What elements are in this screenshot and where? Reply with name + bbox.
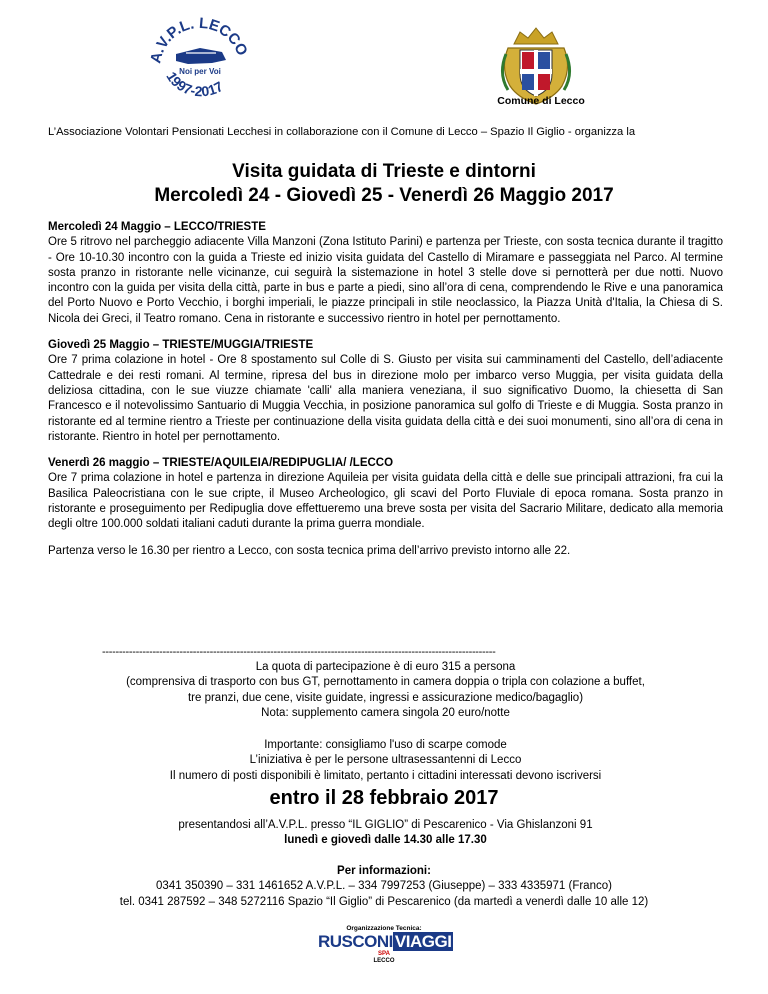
title-line-2: Mercoledì 24 - Giovedì 25 - Venerdì 26 Maggio 2017 [154, 185, 614, 206]
registration-line-2: lunedì e giovedì dalle 14.30 alle 17.30 [284, 834, 487, 847]
info-line-1: 0341 350390 – 331 1461652 A.V.P.L. – 334 7997253 (Giuseppe) – 333 4335971 (Franco) [156, 880, 612, 893]
sponsor-logo [318, 925, 450, 965]
separator: --------------------------------------------------------------------------------------------------------------------- [102, 646, 496, 658]
notes-block [48, 738, 723, 784]
sponsor-label: Organizzazione Tecnica: [346, 925, 422, 932]
price-block [48, 660, 723, 721]
sponsor-brand [318, 932, 450, 951]
comune-caption: Comune di Lecco [497, 95, 585, 107]
logo-arc-bottom-text: 1997-2017 [163, 68, 226, 100]
price-line-2: (comprensiva di trasporto con bus GT, pernottamento in camera doppia o tripla con colazione a buffet, [126, 676, 645, 689]
sponsor-spa: SPA [378, 951, 390, 957]
day-3 [48, 456, 723, 532]
title-line-1: Visita guidata di Trieste e dintorni [232, 161, 536, 182]
day-1 [48, 220, 723, 327]
day-1-heading: Mercoledì 24 Maggio – LECCO/TRIESTE [48, 221, 266, 233]
avpl-logo [142, 8, 258, 112]
day-2-heading: Giovedì 25 Maggio – TRIESTE/MUGGIA/TRIESTE [48, 339, 314, 352]
note-line-1: Importante: consigliamo l'uso di scarpe comode [264, 739, 507, 751]
logo-arc-top-text: A.V.P.L. LECCO [147, 14, 251, 65]
day-1-text: Ore 5 ritrovo nel parcheggio adiacente Villa Manzoni (Zona Istituto Parini) e partenza per Trieste, con sosta tecnica durante il tragitto - Ore 10-10.30 incontro con la guida a Trieste ed inizio visita guidata del Castello di Miramare e passeggiata nel Parco. Al termine sosta pranzo in ristorante nelle vicinanze, cui seguirà la sistemazione in hotel 3 stelle dove si pernotterà per due notti. Nuovo incontro con la guida per visita della città, parte in bus e parte a piedi, sino all’ora di cena, comprendendo le Rive e una panoramica del Porto Nuovo e Porto Vecchio, i borghi imperiali, le piazze principali in stile neoclassico, la Piazza Unità d'Italia, la Chiesa di S. Nicola dei Greci, il Teatro romano. Cena in ristorante e successivo rientro in hotel per pernottamento. [48, 236, 723, 325]
day-3-heading: Venerdì 26 maggio – TRIESTE/AQUILEIA/REDIPUGLIA/ /LECCO [48, 457, 394, 470]
sponsor-brand-a: RUSCONI [318, 932, 393, 951]
day-2 [48, 338, 723, 445]
intro-text: L’Associazione Volontari Pensionati Lecchesi in collaborazione con il Comune di Lecco – Spazio Il Giglio - organizza la [48, 126, 636, 138]
sponsor-city: LECCO [373, 958, 395, 964]
itinerary [48, 220, 723, 570]
price-line-4: Nota: supplemento camera singola 20 euro/notte [261, 706, 510, 719]
price-line-3: tre pranzi, due cene, visite guidate, ingressi e assicurazione medico/bagaglio) [187, 691, 584, 704]
info-heading: Per informazioni: [337, 865, 431, 877]
note-line-2: L’iniziativa è per le persone ultrasessantenni di Lecco [249, 754, 522, 767]
page-title [0, 160, 768, 208]
logo-motto: Noi per Voi [179, 67, 221, 76]
day-3-text: Ore 7 prima colazione in hotel e partenza in direzione Aquileia per visita guidata della città e delle sue principali attrazioni, fra cui la Basilica Paleocristiana con le sue cripte, il Museo Archeologico, gli scavi del Porto Fluviale di epoca romana. Sosta pranzo in ristorante e proseguimento per Redipuglia dove effettueremo una breve sosta per visita del Sacrario Militare, dedicato alla memoria degli oltre 100.000 soldati italiani caduti durante la prima guerra mondiale. [48, 472, 723, 531]
note-line-3: Il numero di posti disponibili è limitato, pertanto i cittadini interessati devono iscriversi [169, 769, 602, 782]
info-line-2: tel. 0341 287592 – 348 5272116 Spazio “Il Giglio” di Pescarenico (da martedì a venerdì dalle 10 alle 12) [119, 895, 649, 908]
day-2-text: Ore 7 prima colazione in hotel - Ore 8 spostamento sul Colle di S. Giusto per visita sui camminamenti del Castello, dell’adiacente Cattedrale e dei resti romani. Al termine, ripresa del bus in direzione molo per imbarco verso Muggia, per visita guidata della deliziosa cittadina, con le sue viuzze chiamate 'calli' alla maniera veneziana, il suo significativo Duomo, la chiesetta di San Francesco e il notevolissimo Santuario di Muggia Vecchia, in posizione panoramica sul golfo di Trieste e di Muggia. Sosta pranzo in ristorante ed al termine rientro a Trieste per continuazione della visita guidata della città e dei suoi monumenti, sino all’ora di cena in ristorante. Rientro in hotel per pernottamento. [48, 354, 723, 443]
price-line-1: La quota di partecipazione è di euro 315 a persona [255, 661, 516, 673]
registration-line-1: presentandosi all’A.V.P.L. presso “IL GIGLIO” di Pescarenico - Via Ghislanzoni 91 [178, 819, 593, 831]
return-line: Partenza verso le 16.30 per rientro a Lecco, con sosta tecnica prima dell’arrivo previsto intorno alle 22. [48, 544, 571, 557]
info-block [34, 864, 734, 910]
sponsor-brand-b: VIAGGI [394, 932, 452, 951]
registration-block [48, 818, 723, 849]
deadline: entro il 28 febbraio 2017 [269, 787, 499, 809]
